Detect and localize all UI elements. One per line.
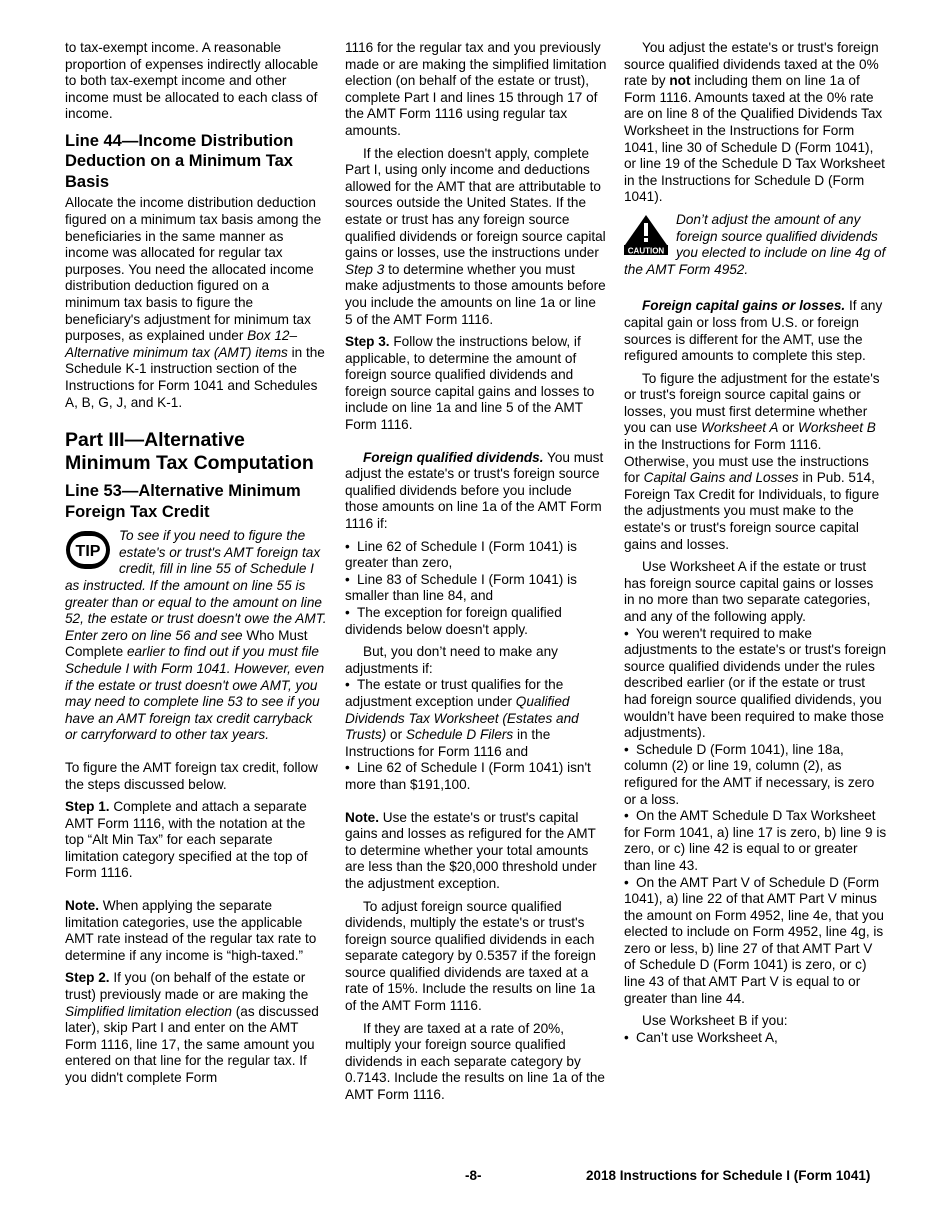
heading-line-44: Line 44—Income Distribution Deduction on a Minimum Tax Basis (65, 131, 294, 191)
list-item: • On the AMT Part V of Schedule D (Form 1041), a) line 22 of that AMT Part V minus the amount on Form 4952, line 4e, that you elected to include on Form 4952, line 4g, is zero or less, b) line 27 of that AMT Part V of Schedule D (Form 1041) is zero, or c) line 43 of that AMT Part V is equal to or greater than line 44. (624, 874, 884, 1006)
paragraph: You adjust the estate's or trust's foreign source qualified dividends taxed at the 0% rate by not including them on line 1a of Form 1116. Amounts taxed at the 0% rate are on line 8 of the Qualified Dividends Tax Worksheet in the Instructions for Form 1041, line 30 of Schedule D (Form 1041), or line 19 of the Schedule D Tax Worksheet in the Instructions for Schedule D (Form 1041). (624, 40, 885, 205)
list-item: • The exception for foreign qualified dividends below doesn't apply. (345, 605, 562, 637)
tip-label: TIP (75, 543, 101, 561)
tip-icon (65, 530, 111, 575)
paragraph: But, you don’t need to make any adjustments if: (345, 644, 558, 676)
heading-part-3: Part III—Alternative Minimum Tax Computation (65, 429, 314, 475)
list-item: • Line 62 of Schedule I (Form 1041) is greater than zero, (345, 538, 577, 571)
paragraph-note: Note. Use the estate's or trust's capital gains and losses as refigured for the AMT to determine whether your total amounts are less than the $20,000 threshold under the adjustment exception. (345, 809, 597, 891)
column-1 (65, 40, 327, 1093)
list-item: • Schedule D (Form 1041), line 18a, column (2) or line 19, column (2), as refigured for the AMT if necessary, is zero or a loss. (624, 741, 875, 807)
paragraph: Use Worksheet B if you: (642, 1013, 788, 1029)
paragraph: If the election doesn't apply, complete Part I, using only income and deductions allowed for the AMT that are attributable to sources outside the United States. If the estate or trust has any foreign source qualified dividends or foreign source capital gains or losses, use the instructions under Step 3 to determine whether you must make adjustments to those amounts before you include the amounts on line 1a or line 5 of the AMT Form 1116. (345, 145, 606, 327)
paragraph-step-3: Step 3. Follow the instructions below, if applicable, to determine the amount of foreign source qualified dividends and foreign source capital gains and losses to include on line 1a and line 5 of the AMT Form 1116. (345, 334, 595, 433)
caution-icon (624, 214, 668, 261)
paragraph: Use Worksheet A if the estate or trust has foreign source capital gains or losses in no more than two separate categories, and any of the following apply. (624, 559, 874, 624)
list-item: • You weren't required to make adjustments to the estate's or trust's foreign source qualified dividends under the rules described earlier (or if the estate or trust had foreign source qualified dividends, you wouldn’t have been required to make those adjustments). (624, 625, 887, 741)
paragraph: 1116 for the regular tax and you previously made or are making the simplified limitation election (on behalf of the estate or trust), complete Part I and lines 15 through 17 of the AMT Form 1116 using regular tax amounts. (345, 40, 607, 138)
column-2 (345, 40, 607, 1110)
page-number: -8- (465, 1168, 482, 1183)
footer-title: 2018 Instructions for Schedule I (Form 1041) (586, 1168, 871, 1183)
paragraph-foreign-capital-gains: Foreign capital gains or losses. If any capital gain or loss from U.S. or foreign sources is different for the AMT, use the refigured amounts to complete this step. (624, 298, 883, 364)
paragraph: To figure the AMT foreign tax credit, follow the steps discussed below. (65, 759, 318, 792)
list-item: • Line 62 of Schedule I (Form 1041) isn't more than $191,100. (345, 760, 591, 792)
heading-line-53: Line 53—Alternative Minimum Foreign Tax Credit (65, 482, 301, 521)
list-item: • On the AMT Schedule D Tax Worksheet for Form 1041, a) line 17 is zero, b) line 9 is zero, or c) line 42 is equal to or greater than line 43. (624, 808, 887, 873)
list-item: • Can’t use Worksheet A, (624, 1029, 778, 1045)
column-3 (624, 40, 887, 1046)
paragraph-step-1: Step 1. Complete and attach a separate AMT Form 1116, with the notation at the top “Alt Min Tax” for each separate limitation category specified at the top of Form 1116. (65, 799, 308, 881)
list-item: • Line 83 of Schedule I (Form 1041) is smaller than line 84, and (345, 571, 577, 604)
caution-callout: CAUTION Don’t adjust the amount of any foreign source qualified dividends you elected to include on line 4g of the AMT Form 4952. (624, 211, 886, 277)
paragraph: To adjust foreign source qualified dividends, multiply the estate's or trust's foreign source qualified dividends in each separate category by 0.5357 if the foreign source qualified dividends are taxed at a rate of 15%. Include the results on line 1a of the AMT Form 1116. (345, 898, 596, 1014)
list-item: • The estate or trust qualifies for the adjustment exception under Qualified Dividends Tax Worksheet (Estates and Trusts) or Schedule D Filers in the Instructions for Form 1116 and (345, 677, 579, 759)
paragraph-note: Note. When applying the separate limitation categories, use the applicable AMT rate instead of the regular tax rate to determine if any income is “high-taxed.” (65, 898, 317, 963)
paragraph-step-2: Step 2. If you (on behalf of the estate or trust) previously made or are making the Simplified limitation election (as discussed later), skip Part I and enter on the AMT Form 1116, line 17, the same amount you entered on that line for the regular tax. If you didn't complete Form (65, 970, 319, 1085)
paragraph-foreign-qualified-dividends: Foreign qualified dividends. You must adjust the estate's or trust's foreign source qualified dividends before you include those amounts on line 1a of the AMT Form 1116 if: (345, 449, 604, 532)
tip-callout: TIP To see if you need to figure the estate's or trust's AMT foreign tax credit, fill in line 55 of Schedule I as instructed. If the amount on line 55 is greater than or equal to the amount on line 52, the estate or trust doesn't owe the AMT. Enter zero on line 56 and see Who Must Complete earlier to find out if you must file Schedule I with Form 1041. However, even if the estate or trust doesn't owe AMT, you may need to complete line 53 to see if you have an AMT foreign tax credit carryback or carryforward to other tax years. (65, 528, 327, 743)
paragraph: to tax-exempt income. A reasonable proportion of expenses indirectly allocable to both tax-exempt income and other income must be allocated to each class of income. (65, 40, 319, 122)
caution-label: CAUTION (627, 246, 665, 256)
paragraph: Allocate the income distribution deduction figured on a minimum tax basis among the beneficiaries in the same manner as income was allocated for regular tax purposes. You need the allocated income distribution deduction figured on a minimum tax basis to figure the beneficiary's adjustment for minimum tax purposes, as explained under Box 12–Alternative minimum tax (AMT) items in the Schedule K-1 instruction section of the Instructions for Form 1041 and Schedules A, B, G, J, and K-1. (65, 195, 325, 410)
paragraph: To figure the adjustment for the estate's or trust's foreign source capital gains or losses, you must first determine whether you can use Worksheet A or Worksheet B in the Instructions for Form 1116. Otherwise, you must use the instructions for Capital Gains and Losses in Pub. 514, Foreign Tax Credit for Individuals, to figure the adjustments you must make to the estate's or trust's foreign source capital gains and losses. (624, 370, 880, 552)
paragraph: If they are taxed at a rate of 20%, multiply your foreign source qualified dividends in each separate category by 0.7143. Include the results on line 1a of the AMT Form 1116. (345, 1020, 605, 1103)
